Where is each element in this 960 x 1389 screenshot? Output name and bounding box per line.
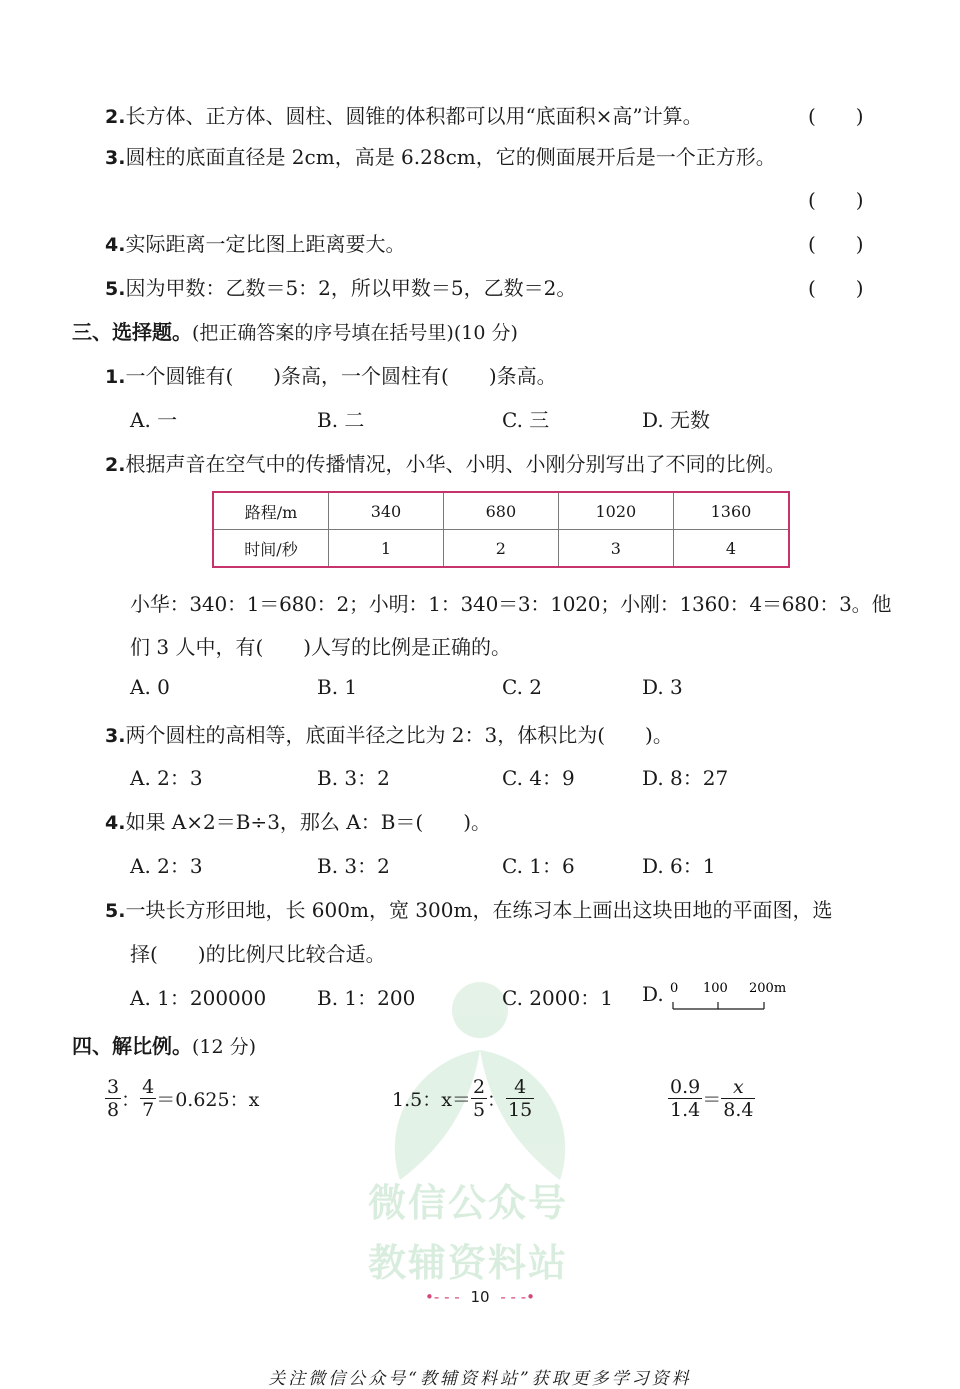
- table-cell: 1: [329, 530, 444, 568]
- option-d[interactable]: D. 8：27: [642, 766, 729, 790]
- option-b[interactable]: B. 3：2: [317, 854, 390, 878]
- option-a[interactable]: A. 一: [130, 408, 178, 432]
- table-cell: 1020: [558, 492, 673, 530]
- fraction: $\frac{2}{5}$: [472, 1076, 486, 1121]
- item-number: 5.: [105, 900, 126, 922]
- table-row: [213, 492, 789, 530]
- judgement-item-3: [105, 141, 776, 170]
- option-a[interactable]: A. 0: [130, 675, 170, 699]
- option-b[interactable]: B. 1：200: [317, 986, 416, 1010]
- table-cell: 路程/m: [213, 492, 329, 530]
- judgement-item-2: [105, 100, 703, 129]
- section-note: (12 分): [192, 1036, 257, 1058]
- page-number: •- - - 10 - - -•: [425, 1288, 535, 1306]
- footer-note: 关注微信公众号“教辅资料站”获取更多学习资料: [268, 1369, 692, 1389]
- option-c[interactable]: C. 2: [502, 675, 543, 699]
- item-number: 5.: [105, 278, 126, 300]
- item-number: 1.: [105, 366, 126, 388]
- judgement-item-5: [105, 272, 576, 301]
- choice-q3: [105, 719, 673, 748]
- table-cell: 3: [558, 530, 673, 568]
- option-c[interactable]: C. 1：6: [502, 854, 575, 878]
- table-cell: 时间/秒: [213, 530, 329, 568]
- section-note: (把正确答案的序号填在括号里)(10 分): [192, 322, 518, 344]
- table-cell: 4: [673, 530, 789, 568]
- item-number: 3.: [105, 147, 126, 169]
- q5-line2: 择( )的比例尺比较合适。: [130, 942, 386, 966]
- option-c[interactable]: C. 2000：1: [502, 986, 613, 1010]
- option-c[interactable]: C. 三: [502, 408, 550, 432]
- option-d[interactable]: D.: [642, 982, 664, 1006]
- choice-q4: [105, 806, 491, 835]
- choice-q2: [105, 448, 785, 477]
- watermark-line2: 教辅资料站: [368, 1241, 569, 1285]
- judgement-item-4: [105, 228, 405, 257]
- equation-1: $\frac{3}{8}$ ： $\frac{4}{7}$ ＝0.625：x: [107, 1076, 260, 1121]
- answer-bracket[interactable]: ( ): [808, 276, 864, 300]
- scale-label-0: 0: [670, 981, 679, 996]
- fraction: $\frac{3}{8}$: [107, 1076, 120, 1121]
- section-4-heading: [72, 1030, 256, 1059]
- choice-q5: [105, 894, 832, 923]
- table-cell: 1360: [673, 492, 789, 530]
- option-a[interactable]: A. 2：3: [130, 766, 203, 790]
- watermark-line1: 微信公众号: [368, 1181, 569, 1225]
- equation-2: 1.5：x＝ $\frac{2}{5}$ ： $\frac{4}{15}$: [392, 1076, 533, 1121]
- option-a[interactable]: A. 1：200000: [130, 986, 267, 1010]
- table-cell: 680: [443, 492, 558, 530]
- fraction: $\frac{x}{8.4}$: [723, 1076, 754, 1121]
- option-b[interactable]: B. 二: [317, 408, 365, 432]
- table-cell: 2: [443, 530, 558, 568]
- item-text: 圆柱的底面直径是 2cm，高是 6.28cm，它的侧面展开后是一个正方形。: [125, 145, 776, 169]
- fraction: $\frac{0.9}{1.4}$: [670, 1076, 701, 1121]
- answer-bracket[interactable]: ( ): [808, 104, 864, 128]
- option-a[interactable]: A. 2：3: [130, 854, 203, 878]
- choice-q1: [105, 360, 557, 389]
- q2-statement-line1: 小华：340：1＝680：2；小明：1：340＝3：1020；小刚：1360：4＝680：3。他: [130, 592, 892, 616]
- option-d[interactable]: D. 6：1: [642, 854, 716, 878]
- scale-label-100: 100: [703, 981, 728, 996]
- item-text: 两个圆柱的高相等，底面半径之比为 2：3，体积比为( )。: [125, 723, 673, 747]
- item-number: 2.: [105, 106, 126, 128]
- table-cell: 340: [329, 492, 444, 530]
- item-text: 一个圆锥有( )条高，一个圆柱有( )条高。: [125, 364, 557, 388]
- section-3-heading: [72, 316, 518, 345]
- option-d[interactable]: D. 无数: [642, 408, 711, 432]
- item-text: 根据声音在空气中的传播情况，小华、小明、小刚分别写出了不同的比例。: [125, 452, 786, 476]
- option-c[interactable]: C. 4：9: [502, 766, 575, 790]
- item-number: 4.: [105, 234, 126, 256]
- item-text: 因为甲数：乙数＝5：2，所以甲数＝5，乙数＝2。: [125, 276, 577, 300]
- option-b[interactable]: B. 3：2: [317, 766, 390, 790]
- section-title: 四、解比例。: [72, 1034, 192, 1058]
- option-b[interactable]: B. 1: [317, 675, 358, 699]
- section-title: 三、选择题。: [72, 320, 192, 344]
- equation-3: $\frac{0.9}{1.4}$ ＝ $\frac{x}{8.4}$: [670, 1076, 754, 1121]
- item-number: 3.: [105, 725, 126, 747]
- table-row: [213, 530, 789, 568]
- option-d[interactable]: D. 3: [642, 675, 683, 699]
- item-text: 长方体、正方体、圆柱、圆锥的体积都可以用“底面积×高”计算。: [125, 104, 703, 128]
- q2-statement-line2: 们 3 人中，有( )人写的比例是正确的。: [130, 635, 512, 659]
- item-text: 如果 A×2＝B÷3，那么 A：B＝( )。: [125, 810, 492, 834]
- dots-left-icon: •- - -: [425, 1288, 460, 1306]
- item-number: 4.: [105, 812, 126, 834]
- sound-table: [212, 491, 790, 568]
- dots-right-icon: - - -•: [500, 1288, 535, 1306]
- answer-bracket[interactable]: ( ): [808, 232, 864, 256]
- item-text: 实际距离一定比图上距离要大。: [125, 232, 406, 256]
- item-text: 一块长方形田地，长 600m，宽 300m，在练习本上画出这块田地的平面图，选: [125, 898, 833, 922]
- item-number: 2.: [105, 454, 126, 476]
- fraction: $\frac{4}{15}$: [508, 1076, 533, 1121]
- fraction: $\frac{4}{7}$: [142, 1076, 155, 1121]
- answer-bracket[interactable]: ( ): [808, 188, 864, 212]
- scale-label-200: 200m: [749, 981, 787, 996]
- line-scale-graphic: [670, 980, 787, 1012]
